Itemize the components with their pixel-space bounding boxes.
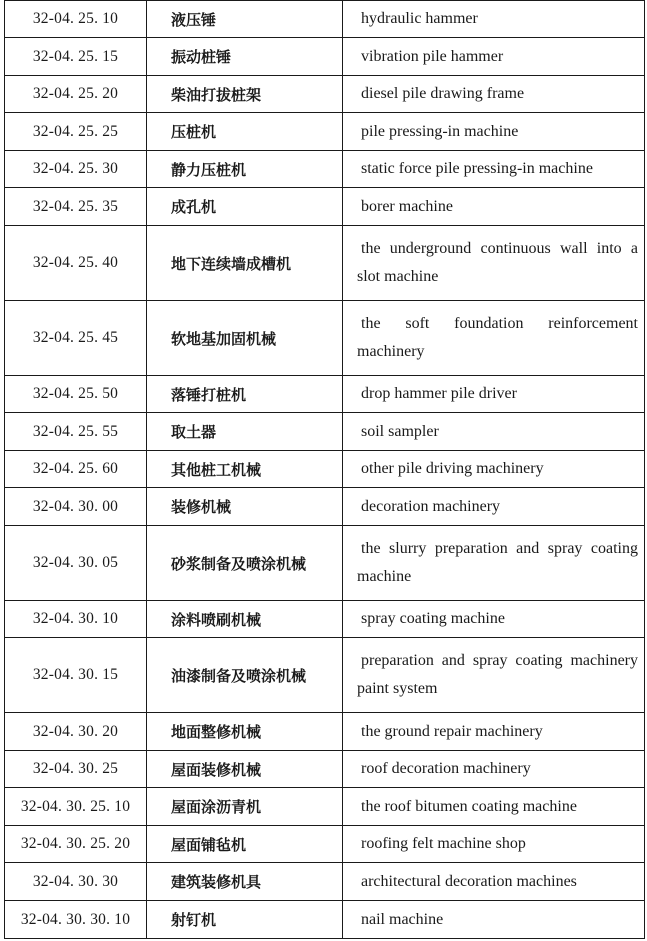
term-chinese-cell: 屋面铺毡机 bbox=[147, 826, 343, 863]
term-english-cell bbox=[343, 601, 645, 638]
table-row bbox=[5, 826, 645, 863]
table-row bbox=[5, 301, 645, 376]
term-english-cell bbox=[343, 488, 645, 526]
terms-table bbox=[4, 0, 645, 939]
term-english-text: roofing felt machine shop bbox=[361, 835, 526, 852]
term-english-text: preparation and spray coating machinery paint system bbox=[357, 652, 638, 697]
term-code-cell: 32-04. 30. 30 bbox=[5, 863, 147, 901]
term-english-text: the underground continuous wall into a slot machine bbox=[357, 240, 638, 285]
table-row bbox=[5, 113, 645, 151]
table-row bbox=[5, 151, 645, 188]
term-chinese-cell: 振动桩锤 bbox=[147, 38, 343, 76]
term-english-cell bbox=[343, 38, 645, 76]
term-code-cell: 32-04. 30. 15 bbox=[5, 638, 147, 713]
term-chinese-cell: 软地基加固机械 bbox=[147, 301, 343, 376]
term-code-cell: 32-04. 25. 45 bbox=[5, 301, 147, 376]
term-english-cell bbox=[343, 751, 645, 788]
term-english-text: drop hammer pile driver bbox=[361, 385, 517, 402]
term-chinese-cell: 柴油打拔桩架 bbox=[147, 76, 343, 113]
term-english-cell bbox=[343, 113, 645, 151]
term-english-cell bbox=[343, 901, 645, 939]
term-code-cell: 32-04. 30. 25. 20 bbox=[5, 826, 147, 863]
term-code-cell: 32-04. 25. 20 bbox=[5, 76, 147, 113]
term-code-cell: 32-04. 25. 50 bbox=[5, 376, 147, 413]
term-english-text: roof decoration machinery bbox=[361, 760, 531, 777]
term-chinese-cell: 射钉机 bbox=[147, 901, 343, 939]
term-english-text: soil sampler bbox=[361, 422, 439, 440]
table-row bbox=[5, 601, 645, 638]
term-english-text: nail machine bbox=[361, 910, 444, 928]
term-english-text: the slurry preparation and spray coating machine bbox=[357, 540, 638, 585]
term-code-cell: 32-04. 30. 10 bbox=[5, 601, 147, 638]
term-english-cell bbox=[343, 301, 645, 376]
term-chinese-cell: 装修机械 bbox=[147, 488, 343, 526]
term-english-text: architectural decoration machines bbox=[361, 872, 577, 890]
term-english-cell bbox=[343, 451, 645, 488]
table-row bbox=[5, 526, 645, 601]
term-code-cell: 32-04. 25. 10 bbox=[5, 1, 147, 38]
term-english-cell bbox=[343, 863, 645, 901]
term-english-text: borer machine bbox=[361, 197, 453, 215]
table-row bbox=[5, 376, 645, 413]
term-chinese-cell: 屋面装修机械 bbox=[147, 751, 343, 788]
term-code-cell: 32-04. 30. 25 bbox=[5, 751, 147, 788]
term-english-text: decoration machinery bbox=[361, 497, 501, 515]
term-english-cell bbox=[343, 526, 645, 601]
term-chinese-cell: 成孔机 bbox=[147, 188, 343, 226]
term-chinese-cell: 液压锤 bbox=[147, 1, 343, 38]
term-english-text: hydraulic hammer bbox=[361, 10, 478, 27]
term-code-cell: 32-04. 30. 05 bbox=[5, 526, 147, 601]
term-chinese-cell: 取土器 bbox=[147, 413, 343, 451]
table-row bbox=[5, 188, 645, 226]
term-code-cell: 32-04. 25. 15 bbox=[5, 38, 147, 76]
term-english-text: pile pressing-in machine bbox=[361, 122, 519, 140]
table-row bbox=[5, 788, 645, 826]
term-english-cell bbox=[343, 1, 645, 38]
table-row bbox=[5, 76, 645, 113]
term-chinese-cell: 屋面涂沥青机 bbox=[147, 788, 343, 826]
term-english-cell bbox=[343, 413, 645, 451]
term-code-cell: 32-04. 25. 25 bbox=[5, 113, 147, 151]
term-english-cell bbox=[343, 376, 645, 413]
term-code-cell: 32-04. 30. 00 bbox=[5, 488, 147, 526]
term-code-cell: 32-04. 30. 20 bbox=[5, 713, 147, 751]
term-english-text: other pile driving machinery bbox=[361, 460, 544, 477]
term-chinese-cell: 其他桩工机械 bbox=[147, 451, 343, 488]
term-english-cell bbox=[343, 713, 645, 751]
terms-table-body bbox=[5, 1, 645, 939]
table-row bbox=[5, 863, 645, 901]
term-english-text: spray coating machine bbox=[361, 610, 505, 627]
table-row bbox=[5, 38, 645, 76]
term-english-text: diesel pile drawing frame bbox=[361, 85, 525, 102]
term-code-cell: 32-04. 25. 60 bbox=[5, 451, 147, 488]
term-chinese-cell: 地下连续墙成槽机 bbox=[147, 226, 343, 301]
term-english-text: the roof bitumen coating machine bbox=[361, 797, 577, 815]
table-row bbox=[5, 751, 645, 788]
term-english-cell bbox=[343, 788, 645, 826]
term-english-text: vibration pile hammer bbox=[361, 47, 504, 65]
term-chinese-cell: 压桩机 bbox=[147, 113, 343, 151]
term-chinese-cell: 砂浆制备及喷涂机械 bbox=[147, 526, 343, 601]
term-code-cell: 32-04. 25. 35 bbox=[5, 188, 147, 226]
table-row bbox=[5, 1, 645, 38]
term-english-text: the soft foundation reinforcement machinery bbox=[357, 315, 638, 360]
table-row bbox=[5, 413, 645, 451]
table-row bbox=[5, 901, 645, 939]
term-chinese-cell: 建筑装修机具 bbox=[147, 863, 343, 901]
term-chinese-cell: 涂料喷刷机械 bbox=[147, 601, 343, 638]
term-english-text: the ground repair machinery bbox=[361, 722, 543, 740]
term-english-cell bbox=[343, 151, 645, 188]
term-code-cell: 32-04. 25. 40 bbox=[5, 226, 147, 301]
term-english-cell bbox=[343, 188, 645, 226]
term-chinese-cell: 落锤打桩机 bbox=[147, 376, 343, 413]
term-english-cell bbox=[343, 226, 645, 301]
table-row bbox=[5, 713, 645, 751]
term-code-cell: 32-04. 30. 30. 10 bbox=[5, 901, 147, 939]
table-row bbox=[5, 488, 645, 526]
term-english-text: static force pile pressing-in machine bbox=[361, 160, 593, 177]
term-code-cell: 32-04. 25. 55 bbox=[5, 413, 147, 451]
term-chinese-cell: 地面整修机械 bbox=[147, 713, 343, 751]
table-row bbox=[5, 451, 645, 488]
table-row bbox=[5, 226, 645, 301]
term-chinese-cell: 油漆制备及喷涂机械 bbox=[147, 638, 343, 713]
table-row bbox=[5, 638, 645, 713]
term-english-cell bbox=[343, 76, 645, 113]
term-english-cell bbox=[343, 826, 645, 863]
term-english-cell bbox=[343, 638, 645, 713]
term-code-cell: 32-04. 30. 25. 10 bbox=[5, 788, 147, 826]
term-chinese-cell: 静力压桩机 bbox=[147, 151, 343, 188]
term-code-cell: 32-04. 25. 30 bbox=[5, 151, 147, 188]
